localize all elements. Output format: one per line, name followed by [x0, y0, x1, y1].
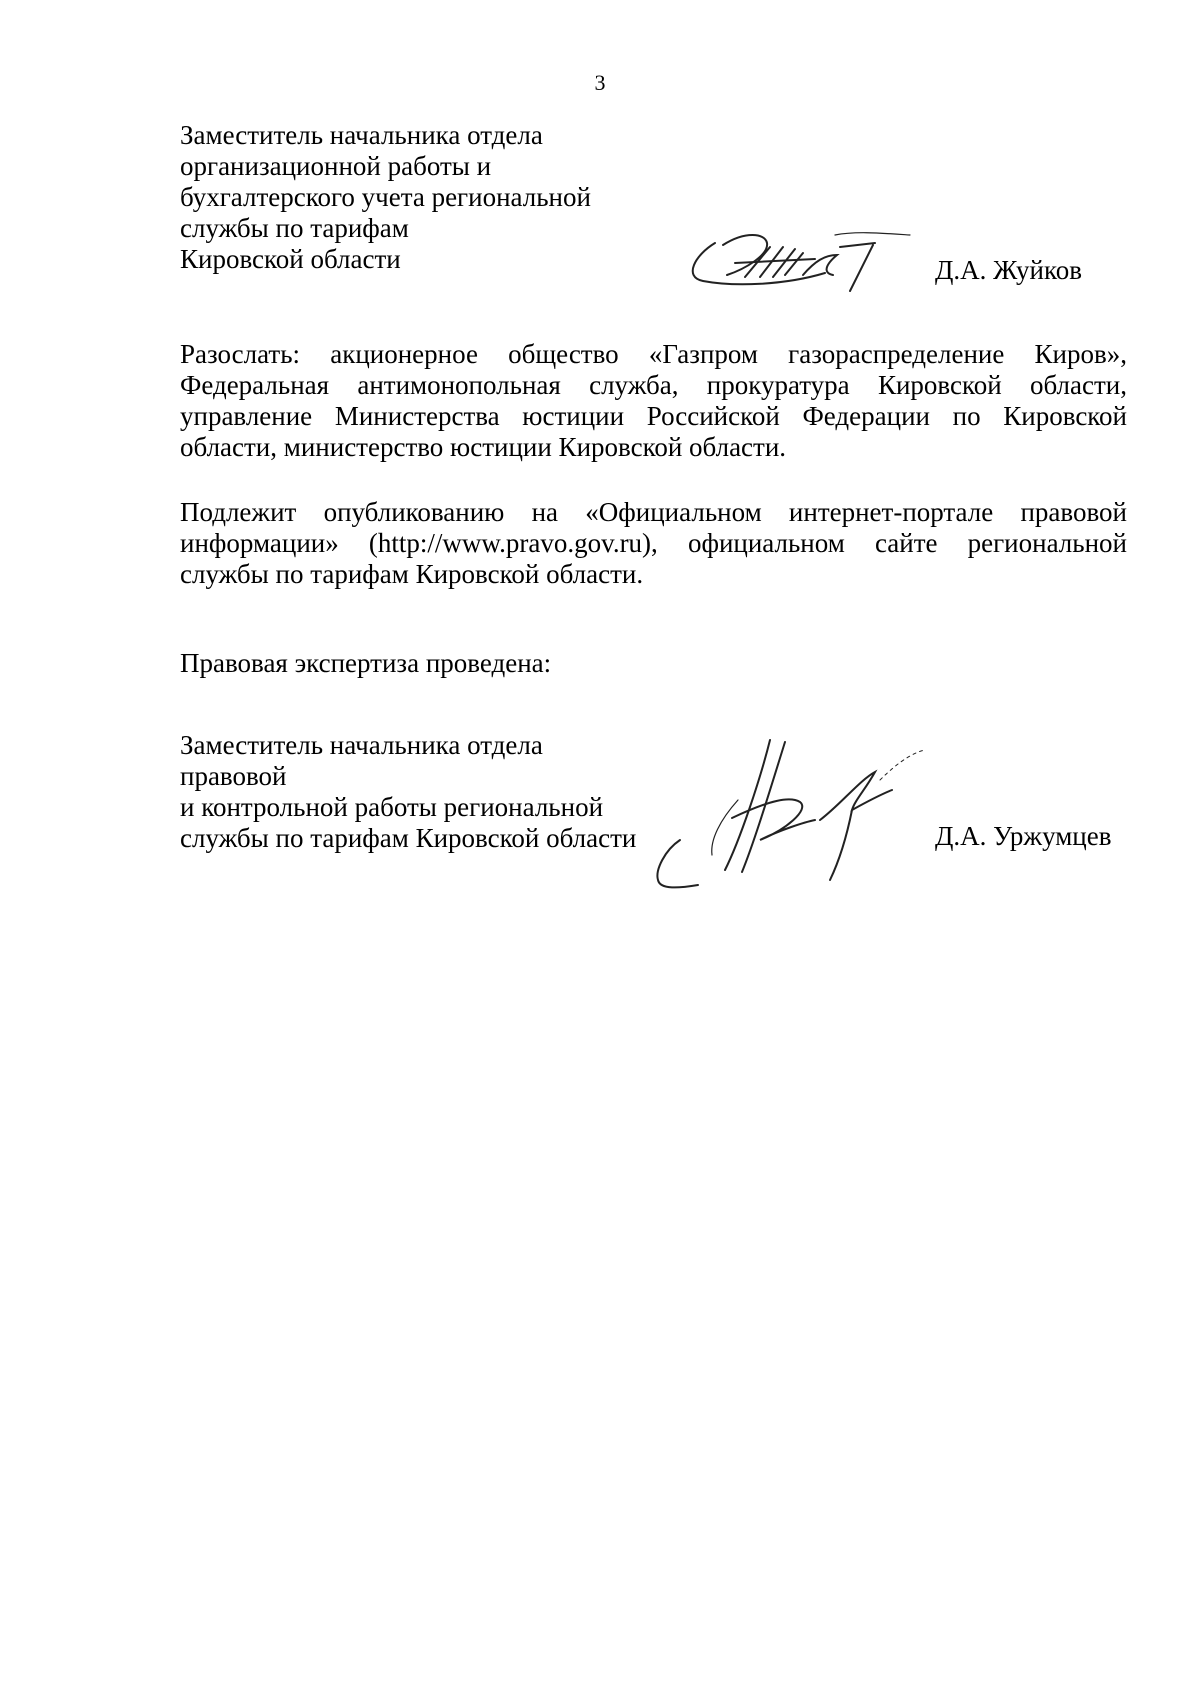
signer-1-title-line: службы по тарифам: [180, 213, 409, 243]
signer-2-title: [180, 730, 636, 854]
signer-1-title-line: Заместитель начальника отдела: [180, 120, 543, 150]
signer-2-title-line: службы по тарифам Кировской области: [180, 823, 637, 853]
signer-1-title: [180, 120, 591, 275]
publication-paragraph: Подлежит опубликованию на «Официальном интернет-портале правовой информации» (http://www.pravo.gov.ru), официальном сайте региональной службы по тарифам Кировской области.: [180, 497, 1127, 589]
signature-2-image: [620, 730, 940, 900]
signer-2-title-line: Заместитель начальника отдела: [180, 730, 543, 760]
signer-2-title-line: и контрольной работы региональной: [180, 792, 604, 822]
signer-1-title-line: бухгалтерского учета региональной: [180, 182, 591, 212]
legal-review-label: Правовая экспертиза проведена:: [180, 648, 552, 678]
signature-1-image: [675, 225, 915, 295]
signer-1-title-line: организационной работы и: [180, 151, 492, 181]
page-number: 3: [594, 70, 606, 95]
signer-1-name: Д.А. Жуйков: [935, 255, 1082, 285]
signer-2-title-line: правовой: [180, 761, 287, 791]
distribution-paragraph: Разослать: акционерное общество «Газпром газораспределение Киров», Федеральная антимонопольная служба, прокуратура Кировской области, управление Министерства юстиции Российской Федерации по Кировской области, министерство юстиции Кировской области.: [180, 339, 1127, 462]
signer-2-name: Д.А. Уржумцев: [935, 821, 1112, 851]
signer-1-title-line: Кировской области: [180, 244, 401, 274]
